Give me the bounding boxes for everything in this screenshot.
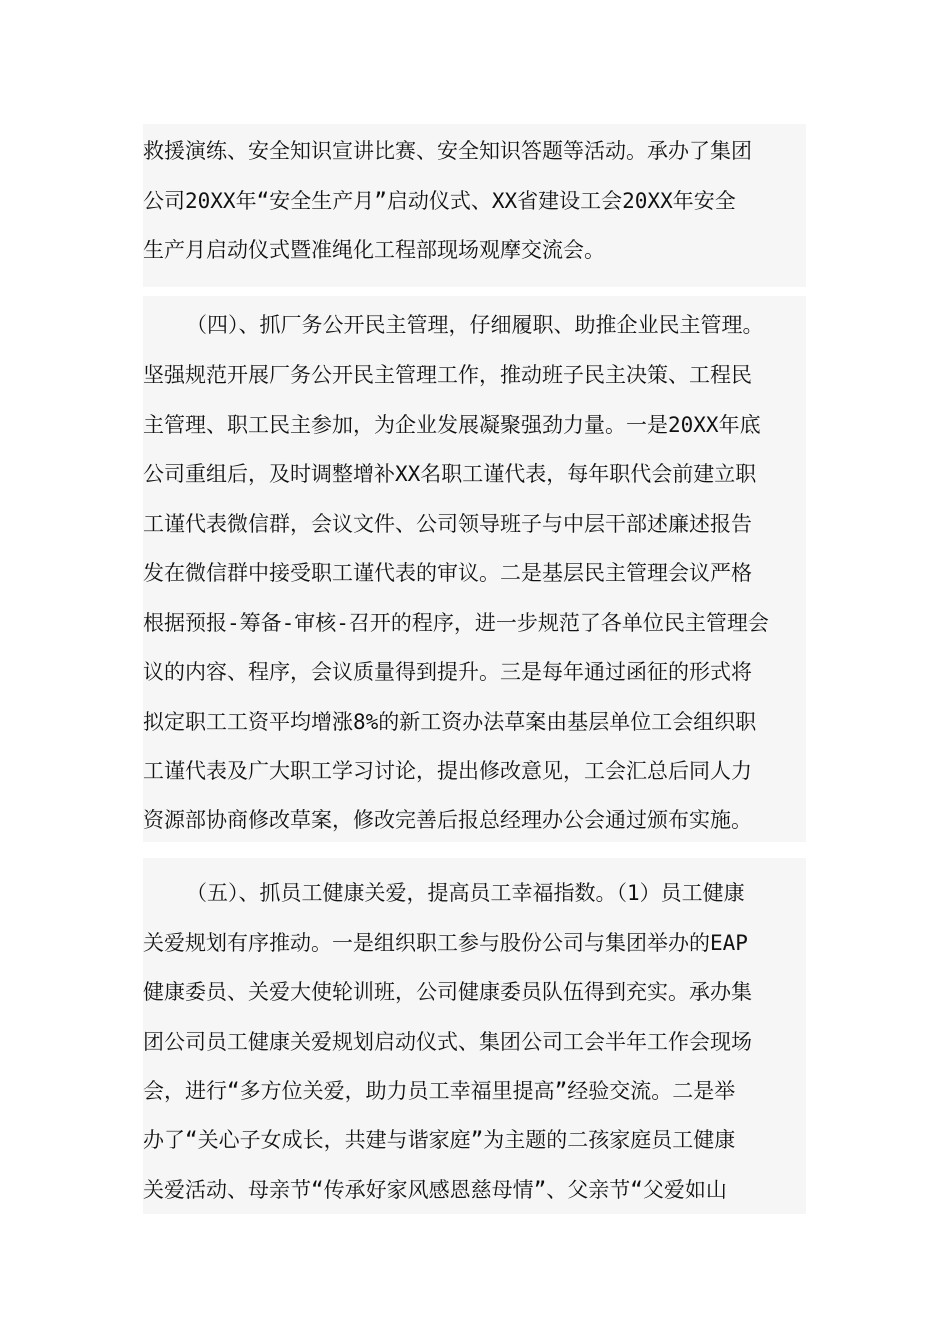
text-line: 团公司员工健康关爱规划启动仪式、集团公司工会半年工作会现场 xyxy=(143,1030,752,1054)
text-line: 生产月启动仪式暨准绳化工程部现场观摩交流会。 xyxy=(143,238,605,262)
text-line: 关爱规划有序推动。一是组织职工参与股份公司与集团举办的EAP xyxy=(143,931,748,955)
text-line: 议的内容、程序，会议质量得到提升。三是每年通过函征的形式将 xyxy=(143,660,752,684)
text-line: 健康委员、关爱大使轮训班，公司健康委员队伍得到充实。承办集 xyxy=(143,980,752,1004)
text-line: 工谨代表及广大职工学习讨论，提出修改意见，工会汇总后同人力 xyxy=(143,759,752,783)
text-line: 资源部协商修改草案，修改完善后报总经理办公会通过颁布实施。 xyxy=(143,808,752,832)
text-line: 拟定职工工资平均增涨8%的新工资办法草案由基层单位工会组织职 xyxy=(143,710,757,734)
text-line: 工谨代表微信群，会议文件、公司领导班子与中层干部述廉述报告 xyxy=(143,512,752,536)
text-line: 公司20XX年“安全生产月”启动仪式、XX省建设工会20XX年安全 xyxy=(143,189,736,213)
text-line: 主管理、职工民主参加，为企业发展凝聚强劲力量。一是20XX年底 xyxy=(143,413,761,437)
text-line: 会，进行“多方位关爱，助力员工幸福里提高”经验交流。二是举 xyxy=(143,1079,736,1103)
paragraph-democratic-management xyxy=(143,296,806,842)
text-line: 办了“关心子女成长，共建与谐家庭”为主题的二孩家庭员工健康 xyxy=(143,1128,736,1152)
section-heading-line: （五）、抓员工健康关爱，提高员工幸福指数。（1）员工健康 xyxy=(186,881,745,905)
section-heading-line: （四）、抓厂务公开民主管理，仔细履职、助推企业民主管理。 xyxy=(186,313,764,337)
text-line: 公司重组后，及时调整增补XX名职工谨代表，每年职代会前建立职 xyxy=(143,462,757,486)
text-line: 根据预报-筹备-审核-召开的程序，进一步规范了各单位民主管理会 xyxy=(143,611,769,635)
paragraph-safety-activities xyxy=(143,124,806,287)
text-line: 救援演练、安全知识宣讲比赛、安全知识答题等活动。承办了集团 xyxy=(143,139,752,163)
paragraph-employee-health xyxy=(143,858,806,1214)
text-line: 关爱活动、母亲节“传承好家风感恩慈母情”、父亲节“父爱如山 xyxy=(143,1178,727,1202)
text-line: 发在微信群中接受职工谨代表的审议。二是基层民主管理会议严格 xyxy=(143,561,752,585)
text-line: 坚强规范开展厂务公开民主管理工作，推动班子民主决策、工程民 xyxy=(143,363,752,387)
